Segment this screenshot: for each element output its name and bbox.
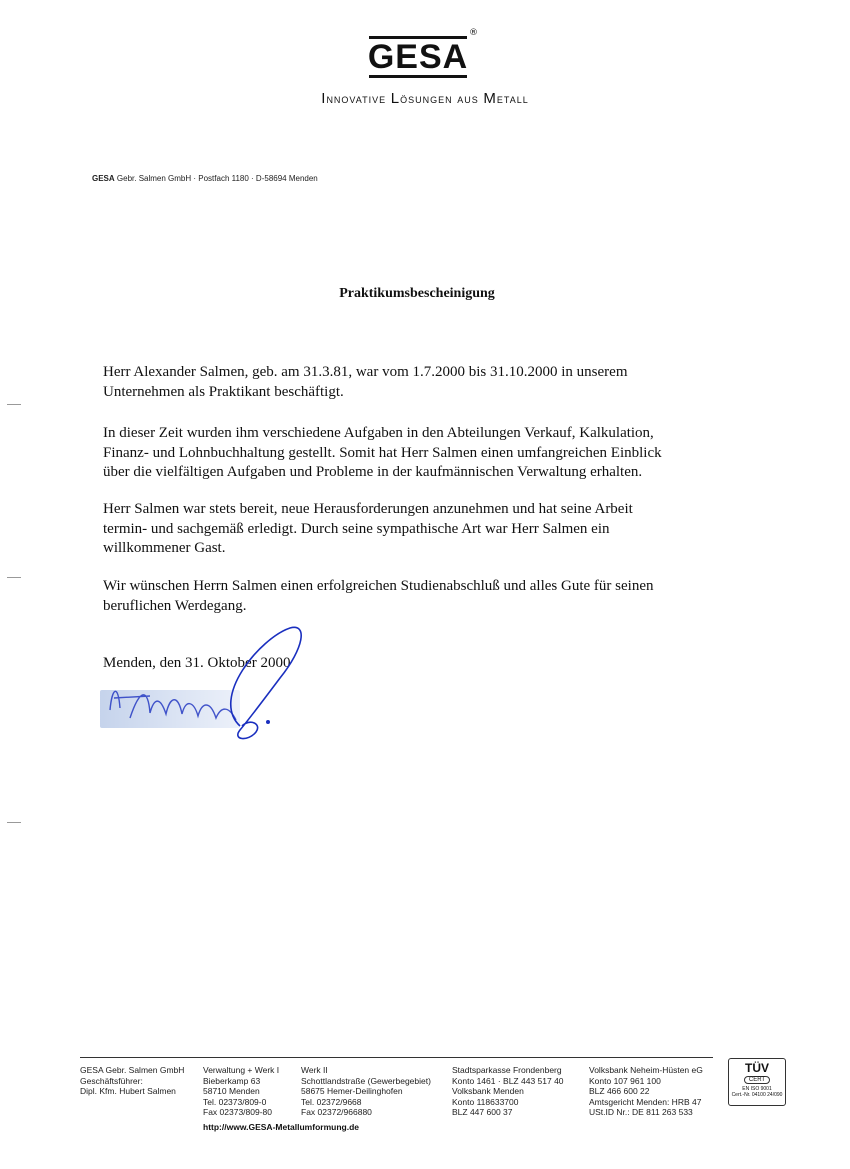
paragraph-2 (103, 424, 743, 483)
footer-line: Volksbank Menden (452, 1086, 524, 1096)
footer-line: Dipl. Kfm. Hubert Salmen (80, 1086, 176, 1096)
text-line: termin- und sachgemäß erledigt. Durch seine sympathische Art war Herr Salmen ein (103, 520, 610, 537)
footer-line: Werk II (301, 1065, 328, 1075)
tagline-cap: M (483, 90, 497, 107)
paragraph-1 (103, 363, 743, 402)
text-line: Herr Alexander Salmen, geb. am 31.3.81, war vom 1.7.2000 bis 31.10.2000 in unserem (103, 364, 628, 380)
footer-line: Schottlandstraße (Gewerbegebiet) (301, 1075, 431, 1086)
tagline-rest: etall (496, 91, 529, 106)
fold-mark (7, 577, 21, 578)
text-line: willkommener Gast. (103, 540, 226, 556)
footer-plant-1 (203, 1065, 279, 1118)
document-title: Praktikumsbescheinigung (339, 286, 495, 301)
footer-bank-1 (452, 1065, 564, 1118)
footer-company-info (80, 1065, 184, 1097)
footer-line: GESA Gebr. Salmen GmbH (80, 1065, 185, 1075)
footer-line: Stadtsparkasse Frondenberg (452, 1065, 562, 1075)
fold-mark (7, 822, 21, 823)
footer-divider (80, 1057, 713, 1058)
sender-address-line (92, 174, 318, 183)
cert-line: CERT (744, 1076, 770, 1084)
tagline-rest: nnovative (326, 91, 387, 106)
footer-line: BLZ 466 600 22 (589, 1086, 650, 1096)
tagline-rest: aus (457, 91, 479, 106)
footer-bank-2 (589, 1065, 703, 1118)
sender-company: GESA (92, 174, 115, 183)
text-line: über die vielfältigen Aufgaben und Probleme in der kaufmännischen Verwaltung erhalten. (103, 464, 643, 480)
text-line: Wir wünschen Herrn Salmen einen erfolgreichen Studienabschluß und alles Gute für seinen (103, 578, 654, 594)
registered-mark: ® (469, 28, 478, 38)
tuv-cert-badge (728, 1058, 786, 1106)
logo-text: GESA (367, 38, 469, 76)
cert-line: EN ISO 9001 (742, 1086, 772, 1092)
tagline-cap: I (321, 90, 327, 107)
footer-line: Volksbank Neheim-Hüsten eG (589, 1065, 703, 1075)
footer-line: Amtsgericht Menden: HRB 47 (589, 1096, 702, 1107)
footer-line: 58675 Hemer-Deilinghofen (301, 1086, 403, 1096)
footer-line: BLZ 447 600 37 (452, 1107, 513, 1117)
tagline-rest: ösungen (400, 91, 453, 106)
footer-plant-2 (301, 1065, 431, 1118)
handwritten-signature (90, 618, 320, 748)
text-line: beruflichen Werdegang. (103, 597, 247, 614)
text-line: Finanz- und Lohnbuchhaltung gestellt. Somit hat Herr Salmen einen umfangreichen Einblick (103, 444, 662, 461)
footer-line: Konto 118633700 (452, 1096, 519, 1107)
footer-line: Fax 02372/966880 (301, 1107, 372, 1117)
footer-line: Geschäftsführer: (80, 1075, 143, 1086)
footer-line: Fax 02373/809-80 (203, 1107, 272, 1117)
paragraph-4 (103, 577, 743, 616)
footer-line: Konto 1461 · BLZ 443 517 40 (452, 1075, 564, 1086)
footer-line: Bieberkamp 63 (203, 1075, 261, 1086)
fold-mark (7, 404, 21, 405)
footer-line: Konto 107 961 100 (589, 1075, 661, 1086)
footer-line: 58710 Menden (203, 1086, 260, 1096)
tagline-cap: L (390, 90, 401, 107)
footer-line: Verwaltung + Werk I (203, 1065, 280, 1075)
text-line: In dieser Zeit wurden ihm verschiedene Aufgaben in den Abteilungen Verkauf, Kalkulation, (103, 425, 654, 441)
text-line: Unternehmen als Praktikant beschäftigt. (103, 383, 344, 400)
cert-line: Cert.-Nr. 04100 24/090 (731, 1092, 783, 1098)
company-tagline (240, 90, 610, 107)
footer-line: Tel. 02372/9668 (301, 1096, 362, 1107)
company-logo (369, 36, 467, 78)
footer-line: Tel. 02373/809-0 (203, 1096, 267, 1107)
paragraph-3 (103, 500, 743, 559)
text-line: Herr Salmen war stets bereit, neue Herausforderungen anzunehmen und hat seine Arbeit (103, 501, 633, 517)
cert-line: TÜV (745, 1061, 769, 1075)
footer-website: http://www.GESA-Metallumformung.de (203, 1122, 359, 1132)
place-date-line: Menden, den 31. Oktober 2000 (103, 655, 291, 671)
sender-address: Gebr. Salmen GmbH · Postfach 1180 · D-58694 Menden (116, 174, 318, 183)
footer-line: USt.ID Nr.: DE 811 263 533 (589, 1107, 693, 1117)
